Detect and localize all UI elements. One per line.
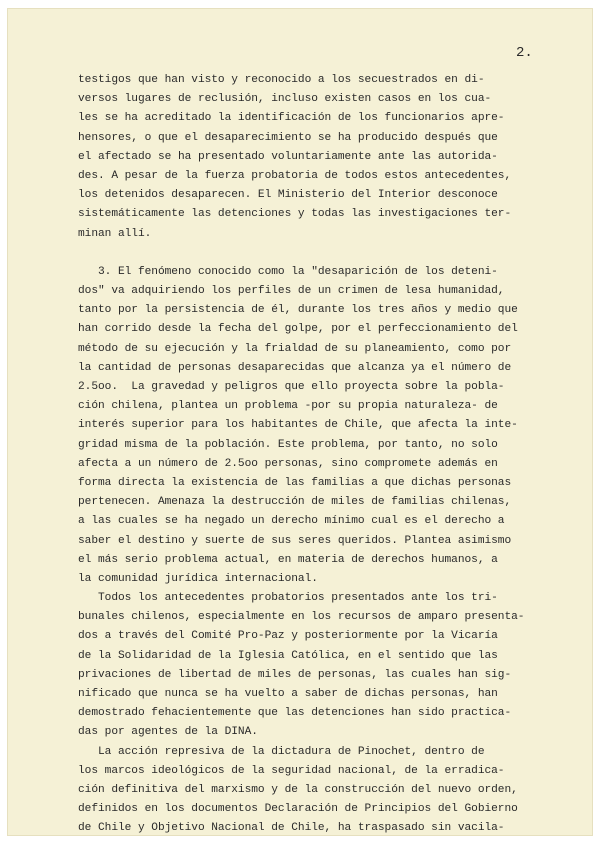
text-line: método de su ejecución y la frialdad de su planeamiento, como por <box>78 342 512 355</box>
document-page <box>7 8 593 836</box>
text-line: 3. El fenómeno conocido como la "desaparición de los deteni- <box>78 265 498 278</box>
text-line: a las cuales se ha negado un derecho mínimo cual es el derecho a <box>78 515 505 528</box>
text-line: das por agentes de la DINA. <box>78 726 258 739</box>
text-line: les se ha acreditado la identificación de los funcionarios apre- <box>78 112 505 125</box>
text-line: ción definitiva del marxismo y de la construcción del nuevo orden, <box>78 783 518 796</box>
text-line: pertenecen. Amenaza la destrucción de miles de familias chilenas, <box>78 496 512 509</box>
text-line: definidos en los documentos Declaración de Principios del Gobierno <box>78 803 518 816</box>
paragraph <box>78 263 548 589</box>
text-line: demostrado fehacientemente que las detenciones han sido practica- <box>78 707 512 720</box>
paragraph <box>78 71 548 244</box>
paragraph <box>78 743 548 836</box>
text-line: el más serio problema actual, en materia de derechos humanos, a <box>78 553 498 566</box>
text-line: La acción represiva de la dictadura de Pinochet, dentro de <box>78 745 485 758</box>
text-line: la comunidad jurídica internacional. <box>78 572 318 585</box>
text-line: gridad misma de la población. Este problema, por tanto, no solo <box>78 438 498 451</box>
text-line: tanto por la persistencia de él, durante los tres años y medio que <box>78 304 518 317</box>
text-line: dos a través del Comité Pro-Paz y posteriormente por la Vicaría <box>78 630 498 643</box>
text-line: de la Solidaridad de la Iglesia Católica, en el sentido que las <box>78 649 498 662</box>
text-line: el afectado se ha presentado voluntariamente ante las autorida- <box>78 150 498 163</box>
text-line: dos" va adquiriendo los perfiles de un crimen de lesa humanidad, <box>78 285 505 298</box>
text-line: los marcos ideológicos de la seguridad nacional, de la erradica- <box>78 764 505 777</box>
text-line: hensores, o que el desaparecimiento se ha producido después que <box>78 131 498 144</box>
text-line: sistemáticamente las detenciones y todas las investigaciones ter- <box>78 208 512 221</box>
text-line: versos lugares de reclusión, incluso existen casos en los cua- <box>78 93 492 106</box>
text-line: saber el destino y suerte de sus seres queridos. Plantea asimismo <box>78 534 512 547</box>
text-line: de Chile y Objetivo Nacional de Chile, ha traspasado sin vacila- <box>78 822 505 835</box>
text-line: des. A pesar de la fuerza probatoria de todos estos antecedentes, <box>78 169 512 182</box>
page-number: 2. <box>516 45 533 61</box>
paragraph <box>78 589 548 743</box>
text-line: han corrido desde la fecha del golpe, por el perfeccionamiento del <box>78 323 518 336</box>
text-line: minan allí. <box>78 227 152 240</box>
text-line: testigos que han visto y reconocido a los secuestrados en di- <box>78 74 485 86</box>
paragraph-gap <box>78 244 548 263</box>
text-line: bunales chilenos, especialmente en los recursos de amparo presenta- <box>78 611 525 624</box>
document-body <box>78 71 548 836</box>
text-line: Todos los antecedentes probatorios presentados ante los tri- <box>78 592 498 605</box>
text-line: la cantidad de personas desaparecidas que alcanza ya el número de <box>78 361 512 374</box>
text-line: afecta a un número de 2.5oo personas, sino compromete además en <box>78 457 498 470</box>
text-line: interés superior para los habitantes de Chile, que afecta la inte- <box>78 419 518 432</box>
text-line: ción chilena, plantea un problema -por su propia naturaleza- de <box>78 400 498 413</box>
text-line: los detenidos desaparecen. El Ministerio del Interior desconoce <box>78 189 498 202</box>
text-line: nificado que nunca se ha vuelto a saber de dichas personas, han <box>78 688 498 700</box>
text-line: forma directa la existencia de las familias a que dichas personas <box>78 476 512 489</box>
text-line: 2.5oo. La gravedad y peligros que ello proyecta sobre la pobla- <box>78 381 505 393</box>
text-line: privaciones de libertad de miles de personas, las cuales han sig- <box>78 668 512 681</box>
